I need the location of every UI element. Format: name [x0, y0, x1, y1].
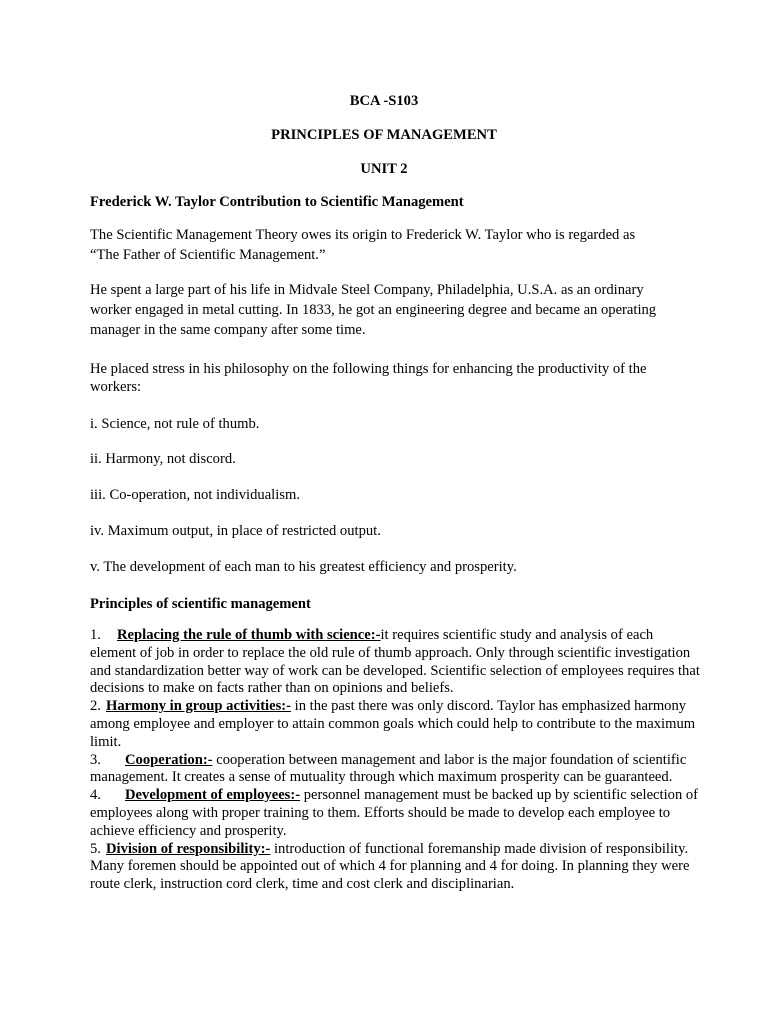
- principle-number: 5.: [90, 840, 101, 857]
- principle-title: Harmony in group activities:-: [106, 698, 291, 715]
- unit-title: UNIT 2: [360, 161, 408, 177]
- list-item: v. The development of each man to his greatest efficiency and prosperity.: [90, 559, 517, 575]
- principle-text: it requires scientific study and analysis of each element of job in order to replace the old rule of thumb approach. Only through scientific investigation and standardization better way of work can be developed. Scientific selection of employees requires that decisions to make on facts rather than on opinions and beliefs.: [90, 627, 700, 697]
- principle-title: Replacing the rule of thumb with science:-: [117, 627, 381, 643]
- principle-text: in the past there was only discord. Taylor has emphasized harmony among employee and employer to attain common goals which could help to contribute to the maximum limit.: [90, 698, 696, 750]
- philosophy-line-1: He placed stress in his philosophy on the following things for enhancing the productivity of the: [90, 361, 647, 377]
- bio-line-2: worker engaged in metal cutting. In 1833, he got an engineering degree and became an operating: [90, 302, 657, 318]
- principle-item: [90, 698, 700, 751]
- principle-title: Cooperation:-: [125, 751, 213, 768]
- principles-title: Principles of scientific management: [90, 596, 311, 612]
- principle-item: [90, 627, 700, 698]
- principle-title: Division of responsibility:-: [106, 840, 271, 857]
- subject-title: PRINCIPLES OF MANAGEMENT: [271, 127, 497, 143]
- list-item: iii. Co-operation, not individualism.: [90, 487, 300, 503]
- principle-item: [90, 752, 700, 788]
- principle-number: 1.: [90, 627, 101, 643]
- principle-item: [90, 787, 700, 840]
- principle-number: 2.: [90, 698, 101, 715]
- principles-list: [90, 627, 700, 894]
- course-code: BCA -S103: [349, 93, 419, 109]
- principle-number: 4.: [90, 787, 101, 804]
- principle-text: introduction of functional foremanship made division of responsibility. Many foremen should be appointed out of which 4 for planning and 4 for doing. In planning they were route clerk, instruction cord clerk, time and cost clerk and disciplinarian.: [90, 840, 690, 893]
- list-item: iv. Maximum output, in place of restricted output.: [90, 523, 381, 539]
- principle-text: cooperation between management and labor is the major foundation of scientific management. It creates a sense of mutuality through which maximum prosperity can be guaranteed.: [90, 751, 687, 786]
- principle-title: Development of employees:-: [125, 787, 301, 804]
- principle-item: [90, 841, 700, 894]
- list-item: i. Science, not rule of thumb.: [90, 416, 260, 432]
- principle-text: personnel management must be backed up by scientific selection of employees along with proper training to them. Efforts should be made to develop each employee to achieve efficiency and prosperity.: [90, 787, 699, 839]
- bio-line-3: manager in the same company after some time.: [90, 322, 366, 338]
- list-item: ii. Harmony, not discord.: [90, 451, 236, 467]
- intro-line-2: “The Father of Scientific Management.”: [90, 247, 326, 263]
- section-title: Frederick W. Taylor Contribution to Scientific Management: [90, 194, 464, 210]
- intro-line-1: The Scientific Management Theory owes its origin to Frederick W. Taylor who is regarded as: [90, 227, 636, 243]
- principle-number: 3.: [90, 751, 101, 768]
- philosophy-line-2: workers:: [90, 379, 142, 395]
- bio-line-1: He spent a large part of his life in Midvale Steel Company, Philadelphia, U.S.A. as an ordinary: [90, 282, 644, 298]
